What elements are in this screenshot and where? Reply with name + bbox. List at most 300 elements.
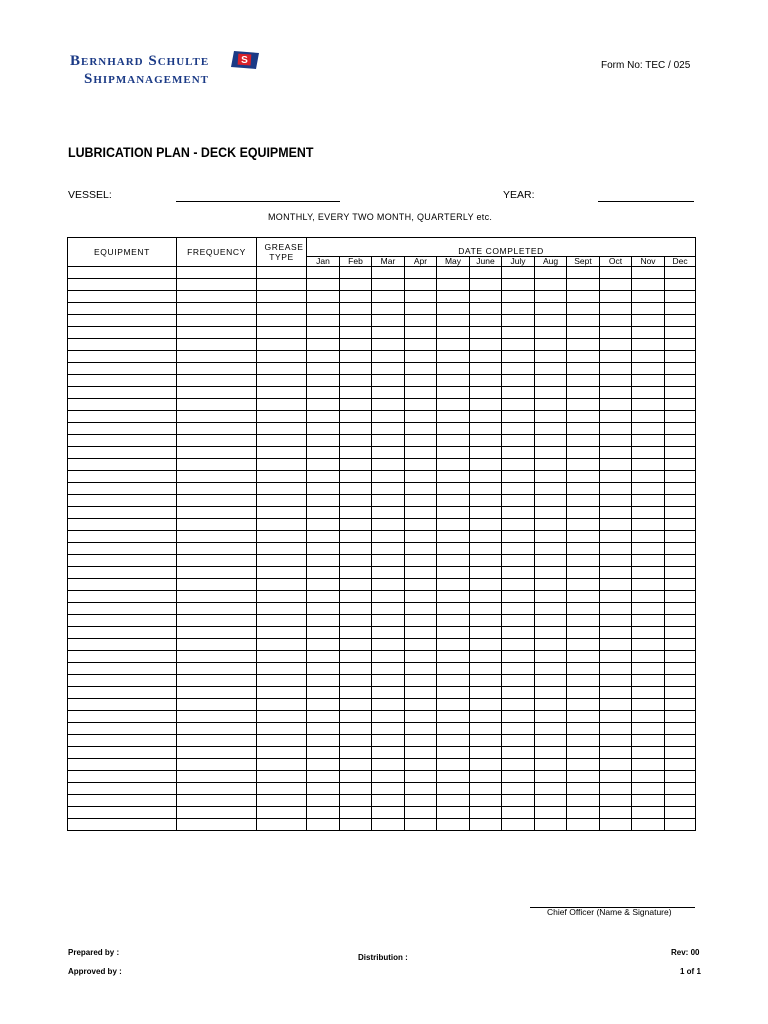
grease-type-cell[interactable] xyxy=(257,711,307,723)
date-cell[interactable] xyxy=(470,519,502,531)
frequency-cell[interactable] xyxy=(177,675,257,687)
date-cell[interactable] xyxy=(470,471,502,483)
equipment-cell[interactable] xyxy=(68,303,177,315)
date-cell[interactable] xyxy=(470,411,502,423)
date-cell[interactable] xyxy=(405,639,437,651)
date-cell[interactable] xyxy=(632,555,665,567)
date-cell[interactable] xyxy=(535,399,567,411)
date-cell[interactable] xyxy=(307,267,340,279)
date-cell[interactable] xyxy=(600,699,632,711)
date-cell[interactable] xyxy=(307,375,340,387)
date-cell[interactable] xyxy=(372,771,405,783)
equipment-cell[interactable] xyxy=(68,315,177,327)
date-cell[interactable] xyxy=(535,615,567,627)
date-cell[interactable] xyxy=(535,291,567,303)
date-cell[interactable] xyxy=(600,555,632,567)
date-cell[interactable] xyxy=(600,723,632,735)
frequency-cell[interactable] xyxy=(177,303,257,315)
date-cell[interactable] xyxy=(502,567,535,579)
date-cell[interactable] xyxy=(437,627,470,639)
date-cell[interactable] xyxy=(632,327,665,339)
date-cell[interactable] xyxy=(372,723,405,735)
grease-type-cell[interactable] xyxy=(257,399,307,411)
date-cell[interactable] xyxy=(502,519,535,531)
date-cell[interactable] xyxy=(437,651,470,663)
date-cell[interactable] xyxy=(307,735,340,747)
equipment-cell[interactable] xyxy=(68,447,177,459)
date-cell[interactable] xyxy=(600,531,632,543)
date-cell[interactable] xyxy=(405,411,437,423)
date-cell[interactable] xyxy=(372,639,405,651)
date-cell[interactable] xyxy=(567,795,600,807)
equipment-cell[interactable] xyxy=(68,387,177,399)
grease-type-cell[interactable] xyxy=(257,771,307,783)
date-cell[interactable] xyxy=(307,663,340,675)
date-cell[interactable] xyxy=(340,735,372,747)
date-cell[interactable] xyxy=(372,387,405,399)
date-cell[interactable] xyxy=(470,567,502,579)
date-cell[interactable] xyxy=(632,627,665,639)
date-cell[interactable] xyxy=(502,471,535,483)
frequency-cell[interactable] xyxy=(177,711,257,723)
date-cell[interactable] xyxy=(665,375,696,387)
date-cell[interactable] xyxy=(502,723,535,735)
date-cell[interactable] xyxy=(600,819,632,831)
grease-type-cell[interactable] xyxy=(257,579,307,591)
date-cell[interactable] xyxy=(535,519,567,531)
date-cell[interactable] xyxy=(307,615,340,627)
date-cell[interactable] xyxy=(600,783,632,795)
date-cell[interactable] xyxy=(600,411,632,423)
date-cell[interactable] xyxy=(372,603,405,615)
date-cell[interactable] xyxy=(437,363,470,375)
equipment-cell[interactable] xyxy=(68,279,177,291)
date-cell[interactable] xyxy=(567,495,600,507)
date-cell[interactable] xyxy=(437,447,470,459)
date-cell[interactable] xyxy=(665,687,696,699)
date-cell[interactable] xyxy=(405,459,437,471)
date-cell[interactable] xyxy=(470,351,502,363)
date-cell[interactable] xyxy=(307,279,340,291)
date-cell[interactable] xyxy=(567,471,600,483)
date-cell[interactable] xyxy=(470,735,502,747)
date-cell[interactable] xyxy=(372,579,405,591)
date-cell[interactable] xyxy=(502,387,535,399)
date-cell[interactable] xyxy=(437,639,470,651)
grease-type-cell[interactable] xyxy=(257,627,307,639)
grease-type-cell[interactable] xyxy=(257,435,307,447)
grease-type-cell[interactable] xyxy=(257,651,307,663)
date-cell[interactable] xyxy=(340,387,372,399)
date-cell[interactable] xyxy=(470,603,502,615)
date-cell[interactable] xyxy=(405,519,437,531)
date-cell[interactable] xyxy=(307,483,340,495)
date-cell[interactable] xyxy=(600,423,632,435)
date-cell[interactable] xyxy=(372,483,405,495)
grease-type-cell[interactable] xyxy=(257,759,307,771)
date-cell[interactable] xyxy=(307,495,340,507)
frequency-cell[interactable] xyxy=(177,627,257,639)
date-cell[interactable] xyxy=(600,303,632,315)
equipment-cell[interactable] xyxy=(68,807,177,819)
date-cell[interactable] xyxy=(600,375,632,387)
date-cell[interactable] xyxy=(307,291,340,303)
date-cell[interactable] xyxy=(470,303,502,315)
equipment-cell[interactable] xyxy=(68,603,177,615)
date-cell[interactable] xyxy=(535,339,567,351)
date-cell[interactable] xyxy=(340,495,372,507)
date-cell[interactable] xyxy=(470,615,502,627)
date-cell[interactable] xyxy=(632,279,665,291)
date-cell[interactable] xyxy=(372,507,405,519)
date-cell[interactable] xyxy=(307,519,340,531)
equipment-cell[interactable] xyxy=(68,711,177,723)
date-cell[interactable] xyxy=(665,423,696,435)
date-cell[interactable] xyxy=(437,567,470,579)
equipment-cell[interactable] xyxy=(68,543,177,555)
grease-type-cell[interactable] xyxy=(257,411,307,423)
date-cell[interactable] xyxy=(632,591,665,603)
date-cell[interactable] xyxy=(600,663,632,675)
date-cell[interactable] xyxy=(340,375,372,387)
date-cell[interactable] xyxy=(340,783,372,795)
date-cell[interactable] xyxy=(405,327,437,339)
date-cell[interactable] xyxy=(502,807,535,819)
equipment-cell[interactable] xyxy=(68,363,177,375)
date-cell[interactable] xyxy=(372,567,405,579)
equipment-cell[interactable] xyxy=(68,639,177,651)
date-cell[interactable] xyxy=(665,495,696,507)
date-cell[interactable] xyxy=(307,567,340,579)
grease-type-cell[interactable] xyxy=(257,819,307,831)
date-cell[interactable] xyxy=(340,651,372,663)
date-cell[interactable] xyxy=(600,315,632,327)
date-cell[interactable] xyxy=(567,483,600,495)
grease-type-cell[interactable] xyxy=(257,555,307,567)
date-cell[interactable] xyxy=(632,639,665,651)
date-cell[interactable] xyxy=(372,687,405,699)
date-cell[interactable] xyxy=(372,615,405,627)
date-cell[interactable] xyxy=(405,615,437,627)
date-cell[interactable] xyxy=(567,687,600,699)
date-cell[interactable] xyxy=(405,291,437,303)
date-cell[interactable] xyxy=(470,579,502,591)
date-cell[interactable] xyxy=(437,615,470,627)
date-cell[interactable] xyxy=(632,387,665,399)
date-cell[interactable] xyxy=(340,351,372,363)
date-cell[interactable] xyxy=(632,783,665,795)
date-cell[interactable] xyxy=(372,747,405,759)
date-cell[interactable] xyxy=(600,615,632,627)
frequency-cell[interactable] xyxy=(177,747,257,759)
date-cell[interactable] xyxy=(502,291,535,303)
date-cell[interactable] xyxy=(307,423,340,435)
date-cell[interactable] xyxy=(470,723,502,735)
date-cell[interactable] xyxy=(340,663,372,675)
date-cell[interactable] xyxy=(632,795,665,807)
date-cell[interactable] xyxy=(567,675,600,687)
date-cell[interactable] xyxy=(437,267,470,279)
date-cell[interactable] xyxy=(307,303,340,315)
equipment-cell[interactable] xyxy=(68,375,177,387)
year-field-line[interactable] xyxy=(598,201,694,202)
date-cell[interactable] xyxy=(340,423,372,435)
date-cell[interactable] xyxy=(665,435,696,447)
equipment-cell[interactable] xyxy=(68,351,177,363)
date-cell[interactable] xyxy=(632,687,665,699)
date-cell[interactable] xyxy=(665,627,696,639)
date-cell[interactable] xyxy=(665,543,696,555)
vessel-field-line[interactable] xyxy=(176,201,340,202)
date-cell[interactable] xyxy=(502,675,535,687)
date-cell[interactable] xyxy=(372,651,405,663)
date-cell[interactable] xyxy=(567,579,600,591)
date-cell[interactable] xyxy=(340,699,372,711)
date-cell[interactable] xyxy=(437,399,470,411)
date-cell[interactable] xyxy=(307,651,340,663)
date-cell[interactable] xyxy=(470,447,502,459)
date-cell[interactable] xyxy=(567,555,600,567)
date-cell[interactable] xyxy=(437,807,470,819)
date-cell[interactable] xyxy=(535,303,567,315)
date-cell[interactable] xyxy=(600,759,632,771)
date-cell[interactable] xyxy=(437,771,470,783)
date-cell[interactable] xyxy=(665,555,696,567)
grease-type-cell[interactable] xyxy=(257,339,307,351)
date-cell[interactable] xyxy=(502,699,535,711)
date-cell[interactable] xyxy=(437,411,470,423)
date-cell[interactable] xyxy=(567,663,600,675)
date-cell[interactable] xyxy=(307,795,340,807)
date-cell[interactable] xyxy=(372,519,405,531)
date-cell[interactable] xyxy=(665,639,696,651)
date-cell[interactable] xyxy=(665,315,696,327)
date-cell[interactable] xyxy=(502,351,535,363)
date-cell[interactable] xyxy=(600,507,632,519)
date-cell[interactable] xyxy=(600,735,632,747)
date-cell[interactable] xyxy=(340,471,372,483)
date-cell[interactable] xyxy=(405,591,437,603)
date-cell[interactable] xyxy=(535,735,567,747)
date-cell[interactable] xyxy=(372,303,405,315)
date-cell[interactable] xyxy=(405,375,437,387)
grease-type-cell[interactable] xyxy=(257,615,307,627)
date-cell[interactable] xyxy=(535,795,567,807)
date-cell[interactable] xyxy=(307,675,340,687)
date-cell[interactable] xyxy=(600,363,632,375)
date-cell[interactable] xyxy=(600,351,632,363)
date-cell[interactable] xyxy=(665,507,696,519)
date-cell[interactable] xyxy=(632,351,665,363)
equipment-cell[interactable] xyxy=(68,651,177,663)
date-cell[interactable] xyxy=(307,339,340,351)
date-cell[interactable] xyxy=(437,531,470,543)
grease-type-cell[interactable] xyxy=(257,423,307,435)
date-cell[interactable] xyxy=(340,579,372,591)
frequency-cell[interactable] xyxy=(177,699,257,711)
date-cell[interactable] xyxy=(437,783,470,795)
date-cell[interactable] xyxy=(437,351,470,363)
grease-type-cell[interactable] xyxy=(257,291,307,303)
date-cell[interactable] xyxy=(502,735,535,747)
date-cell[interactable] xyxy=(600,711,632,723)
date-cell[interactable] xyxy=(535,267,567,279)
date-cell[interactable] xyxy=(567,303,600,315)
date-cell[interactable] xyxy=(372,783,405,795)
equipment-cell[interactable] xyxy=(68,747,177,759)
date-cell[interactable] xyxy=(307,807,340,819)
date-cell[interactable] xyxy=(567,507,600,519)
date-cell[interactable] xyxy=(405,759,437,771)
date-cell[interactable] xyxy=(600,651,632,663)
equipment-cell[interactable] xyxy=(68,459,177,471)
date-cell[interactable] xyxy=(307,747,340,759)
grease-type-cell[interactable] xyxy=(257,447,307,459)
date-cell[interactable] xyxy=(405,279,437,291)
date-cell[interactable] xyxy=(340,615,372,627)
date-cell[interactable] xyxy=(665,303,696,315)
date-cell[interactable] xyxy=(470,267,502,279)
date-cell[interactable] xyxy=(535,771,567,783)
date-cell[interactable] xyxy=(665,747,696,759)
grease-type-cell[interactable] xyxy=(257,747,307,759)
date-cell[interactable] xyxy=(567,459,600,471)
date-cell[interactable] xyxy=(632,531,665,543)
equipment-cell[interactable] xyxy=(68,819,177,831)
date-cell[interactable] xyxy=(437,375,470,387)
date-cell[interactable] xyxy=(470,555,502,567)
date-cell[interactable] xyxy=(567,315,600,327)
date-cell[interactable] xyxy=(470,459,502,471)
equipment-cell[interactable] xyxy=(68,471,177,483)
grease-type-cell[interactable] xyxy=(257,699,307,711)
date-cell[interactable] xyxy=(535,483,567,495)
equipment-cell[interactable] xyxy=(68,591,177,603)
date-cell[interactable] xyxy=(535,543,567,555)
date-cell[interactable] xyxy=(405,555,437,567)
frequency-cell[interactable] xyxy=(177,279,257,291)
grease-type-cell[interactable] xyxy=(257,531,307,543)
grease-type-cell[interactable] xyxy=(257,675,307,687)
date-cell[interactable] xyxy=(405,339,437,351)
date-cell[interactable] xyxy=(437,675,470,687)
date-cell[interactable] xyxy=(470,819,502,831)
date-cell[interactable] xyxy=(632,723,665,735)
date-cell[interactable] xyxy=(600,627,632,639)
date-cell[interactable] xyxy=(600,387,632,399)
frequency-cell[interactable] xyxy=(177,615,257,627)
frequency-cell[interactable] xyxy=(177,447,257,459)
date-cell[interactable] xyxy=(405,483,437,495)
date-cell[interactable] xyxy=(372,807,405,819)
date-cell[interactable] xyxy=(502,771,535,783)
date-cell[interactable] xyxy=(307,399,340,411)
date-cell[interactable] xyxy=(567,339,600,351)
date-cell[interactable] xyxy=(665,663,696,675)
date-cell[interactable] xyxy=(405,603,437,615)
date-cell[interactable] xyxy=(632,411,665,423)
date-cell[interactable] xyxy=(340,759,372,771)
date-cell[interactable] xyxy=(405,735,437,747)
date-cell[interactable] xyxy=(665,735,696,747)
date-cell[interactable] xyxy=(405,435,437,447)
date-cell[interactable] xyxy=(665,567,696,579)
date-cell[interactable] xyxy=(437,735,470,747)
date-cell[interactable] xyxy=(567,783,600,795)
date-cell[interactable] xyxy=(535,807,567,819)
date-cell[interactable] xyxy=(632,315,665,327)
date-cell[interactable] xyxy=(340,747,372,759)
date-cell[interactable] xyxy=(340,555,372,567)
date-cell[interactable] xyxy=(307,387,340,399)
date-cell[interactable] xyxy=(502,435,535,447)
date-cell[interactable] xyxy=(567,399,600,411)
frequency-cell[interactable] xyxy=(177,471,257,483)
date-cell[interactable] xyxy=(470,327,502,339)
date-cell[interactable] xyxy=(372,819,405,831)
date-cell[interactable] xyxy=(372,627,405,639)
date-cell[interactable] xyxy=(665,807,696,819)
date-cell[interactable] xyxy=(632,735,665,747)
date-cell[interactable] xyxy=(567,567,600,579)
date-cell[interactable] xyxy=(665,819,696,831)
date-cell[interactable] xyxy=(470,363,502,375)
date-cell[interactable] xyxy=(372,459,405,471)
date-cell[interactable] xyxy=(632,399,665,411)
frequency-cell[interactable] xyxy=(177,651,257,663)
date-cell[interactable] xyxy=(437,603,470,615)
date-cell[interactable] xyxy=(307,363,340,375)
date-cell[interactable] xyxy=(405,723,437,735)
equipment-cell[interactable] xyxy=(68,423,177,435)
date-cell[interactable] xyxy=(437,483,470,495)
date-cell[interactable] xyxy=(437,723,470,735)
date-cell[interactable] xyxy=(340,723,372,735)
date-cell[interactable] xyxy=(405,267,437,279)
date-cell[interactable] xyxy=(372,399,405,411)
date-cell[interactable] xyxy=(340,483,372,495)
date-cell[interactable] xyxy=(502,555,535,567)
date-cell[interactable] xyxy=(470,315,502,327)
date-cell[interactable] xyxy=(600,447,632,459)
date-cell[interactable] xyxy=(535,375,567,387)
date-cell[interactable] xyxy=(535,471,567,483)
date-cell[interactable] xyxy=(535,747,567,759)
frequency-cell[interactable] xyxy=(177,507,257,519)
grease-type-cell[interactable] xyxy=(257,795,307,807)
date-cell[interactable] xyxy=(665,471,696,483)
date-cell[interactable] xyxy=(632,267,665,279)
date-cell[interactable] xyxy=(600,327,632,339)
date-cell[interactable] xyxy=(567,531,600,543)
date-cell[interactable] xyxy=(437,387,470,399)
date-cell[interactable] xyxy=(502,687,535,699)
date-cell[interactable] xyxy=(567,819,600,831)
date-cell[interactable] xyxy=(470,783,502,795)
date-cell[interactable] xyxy=(437,747,470,759)
equipment-cell[interactable] xyxy=(68,627,177,639)
date-cell[interactable] xyxy=(405,315,437,327)
frequency-cell[interactable] xyxy=(177,483,257,495)
grease-type-cell[interactable] xyxy=(257,495,307,507)
date-cell[interactable] xyxy=(665,795,696,807)
grease-type-cell[interactable] xyxy=(257,783,307,795)
date-cell[interactable] xyxy=(665,699,696,711)
equipment-cell[interactable] xyxy=(68,339,177,351)
grease-type-cell[interactable] xyxy=(257,507,307,519)
date-cell[interactable] xyxy=(307,759,340,771)
date-cell[interactable] xyxy=(307,459,340,471)
